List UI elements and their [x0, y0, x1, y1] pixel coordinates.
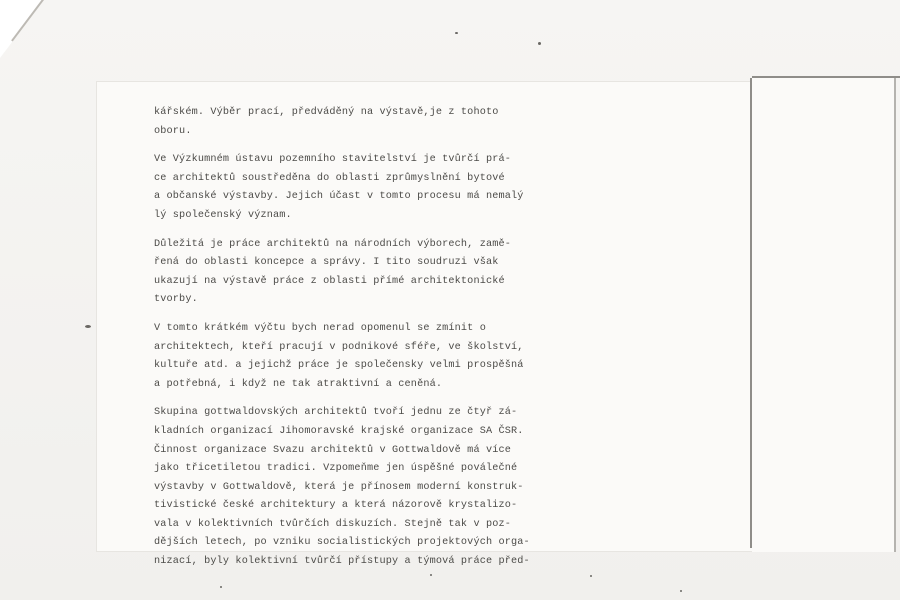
paragraph: Skupina gottwaldovských architektů tvoří jednu ze čtyř zá- kladních organizací Jihomoravské krajské organizace SA ČSR. Činnost organizace Svazu architektů v Gottwaldově má více jako třicetiletou tradici. Vzpomeňme jen úspěšné poválečné výstavby v Gottwaldově, která je přínosem moderní konstruk- tivistické české architektury a která názorově krystalizo- vala v kolektivních tvůrčích diskuzích. Stejně tak v poz- dějších letech, po vzniku socialistických projektových orga- nizací, byly kolektivní tvůrčí přístupy a týmová práce před- [154, 407, 530, 568]
adjacent-sheet-right-edge [894, 78, 896, 552]
adjacent-sheet [752, 78, 894, 552]
paragraph: kářském. Výběr prací, předváděný na výstavě,je z tohoto oboru. [154, 107, 499, 137]
paragraph: Ve Výzkumném ústavu pozemního stavitelství je tvůrčí prá- ce architektů soustředěna do oblasti zprůmyslnění bytové a občanské výstavby. Jejich účast v tomto procesu má nemalý lý společenský význam. [154, 154, 524, 221]
adjacent-sheet-top-edge [752, 76, 900, 78]
scan-speck [680, 590, 682, 592]
paragraph: Důležitá je práce architektů na národních výborech, zamě- řená do oblasti koncepce a správy. I tito soudruzi však ukazují na výstavě práce z oblasti přímé architektonické tvorby. [154, 238, 512, 306]
document-body [154, 104, 594, 572]
scan-speck [538, 42, 541, 45]
scan-speck [85, 325, 91, 328]
scan-speck [455, 32, 458, 34]
scan-speck [220, 586, 222, 588]
sheet-divider-line [750, 78, 752, 548]
scan-speck [590, 575, 592, 577]
paragraph: V tomto krátkém výčtu bych nerad opomenul se zmínit o architektech, kteří pracují v podnikové sféře, ve školství, kultuře atd. a jejichž práce je společensky velmi prospěšná a potřebná, i když ne tak atraktivní a ceněná. [154, 322, 524, 390]
scan-speck [430, 574, 432, 576]
